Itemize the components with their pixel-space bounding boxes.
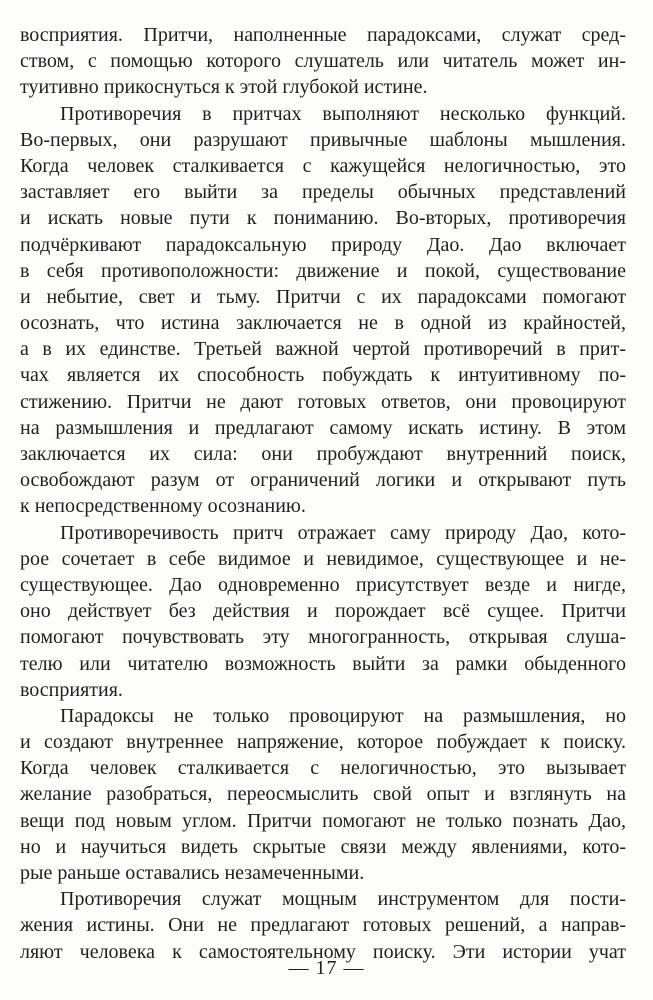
text-line: помогают почувствовать эту многогранность, открывая слуша- [20,626,626,649]
text-line: и небытие, свет и тьму. Притчи с их парадоксами помогают [20,285,626,308]
text-line: а в их единстве. Третьей важной чертой противоречий в прит- [20,338,626,361]
text-line: жения истины. Они не предлагают готовых решений, а направ- [20,914,626,937]
text-line: освобождают разум от ограничений логики и открывают путь [20,469,626,492]
text-line: подчёркивают парадоксальную природу Дао. Дао включает [20,233,626,256]
text-line: туитивно прикоснуться к этой глубокой истине. [20,76,428,99]
text-line: и создают внутреннее напряжение, которое побуждает к поиску. [20,731,626,754]
text-line: в себя противоположности: движение и покой, существование [20,259,626,282]
text-line: оно действует без действия и порождает всё сущее. Притчи [20,600,626,623]
text-line: но и научиться видеть скрытые связи между явлениями, кото- [20,835,626,858]
text-line: ляют человека к самостоятельному поиску. Эти истории учат [20,940,626,963]
page-number: — 17 — [288,957,365,979]
text-line: существующее. Дао одновременно присутствует везде и нигде, [20,573,626,596]
text-line: вещи под новым углом. Притчи помогают не только познать Дао, [20,809,626,832]
text-line: заключается их сила: они пробуждают внутренний поиск, [20,443,626,465]
text-line: осознать, что истина заключается не в одной из крайностей, [20,312,626,335]
text-line: телю или читателю возможность выйти за рамки обыденного [20,652,626,675]
text-line: Парадоксы не только провоцируют на размышления, но [60,704,626,727]
text-line: желание разобраться, переосмыслить свой опыт и взглянуть на [20,783,626,806]
text-line: рые раньше оставались незамеченными. [20,862,365,884]
text-line: на размышления и предлагают самому искать истину. В этом [20,416,626,439]
text-line: Когда человек сталкивается с нелогичностью, это вызывает [20,757,626,780]
text-line: ством, с помощью которого слушатель или читатель может ин- [20,50,626,73]
text-line: Противоречия служат мощным инструментом для пости- [60,888,626,911]
text-line: Противоречия в притчах выполняют несколько функций. [60,102,626,125]
text-line: восприятия. [20,678,123,701]
text-line: восприятия. Притчи, наполненные парадоксами, служат сред- [20,24,626,46]
text-line: и искать новые пути к пониманию. Во-вторых, противоречия [20,207,626,230]
text-line: чах является их способность побуждать к интуитивному по- [20,364,626,387]
text-line: Во-первых, они разрушают привычные шаблоны мышления. [20,128,626,151]
text-line: рое сочетает в себе видимое и невидимое, существующее и не- [20,547,626,570]
text-line: заставляет его выйти за пределы обычных представлений [20,181,626,204]
body-text [20,22,626,965]
text-line: стижению. Притчи не дают готовых ответов, они провоцируют [20,390,626,413]
text-line: Противоречивость притч отражает саму природу Дао, кото- [60,521,626,544]
text-line: к непосредственному осознанию. [20,495,306,518]
text-line: Когда человек сталкивается с кажущейся нелогичностью, это [20,154,626,177]
